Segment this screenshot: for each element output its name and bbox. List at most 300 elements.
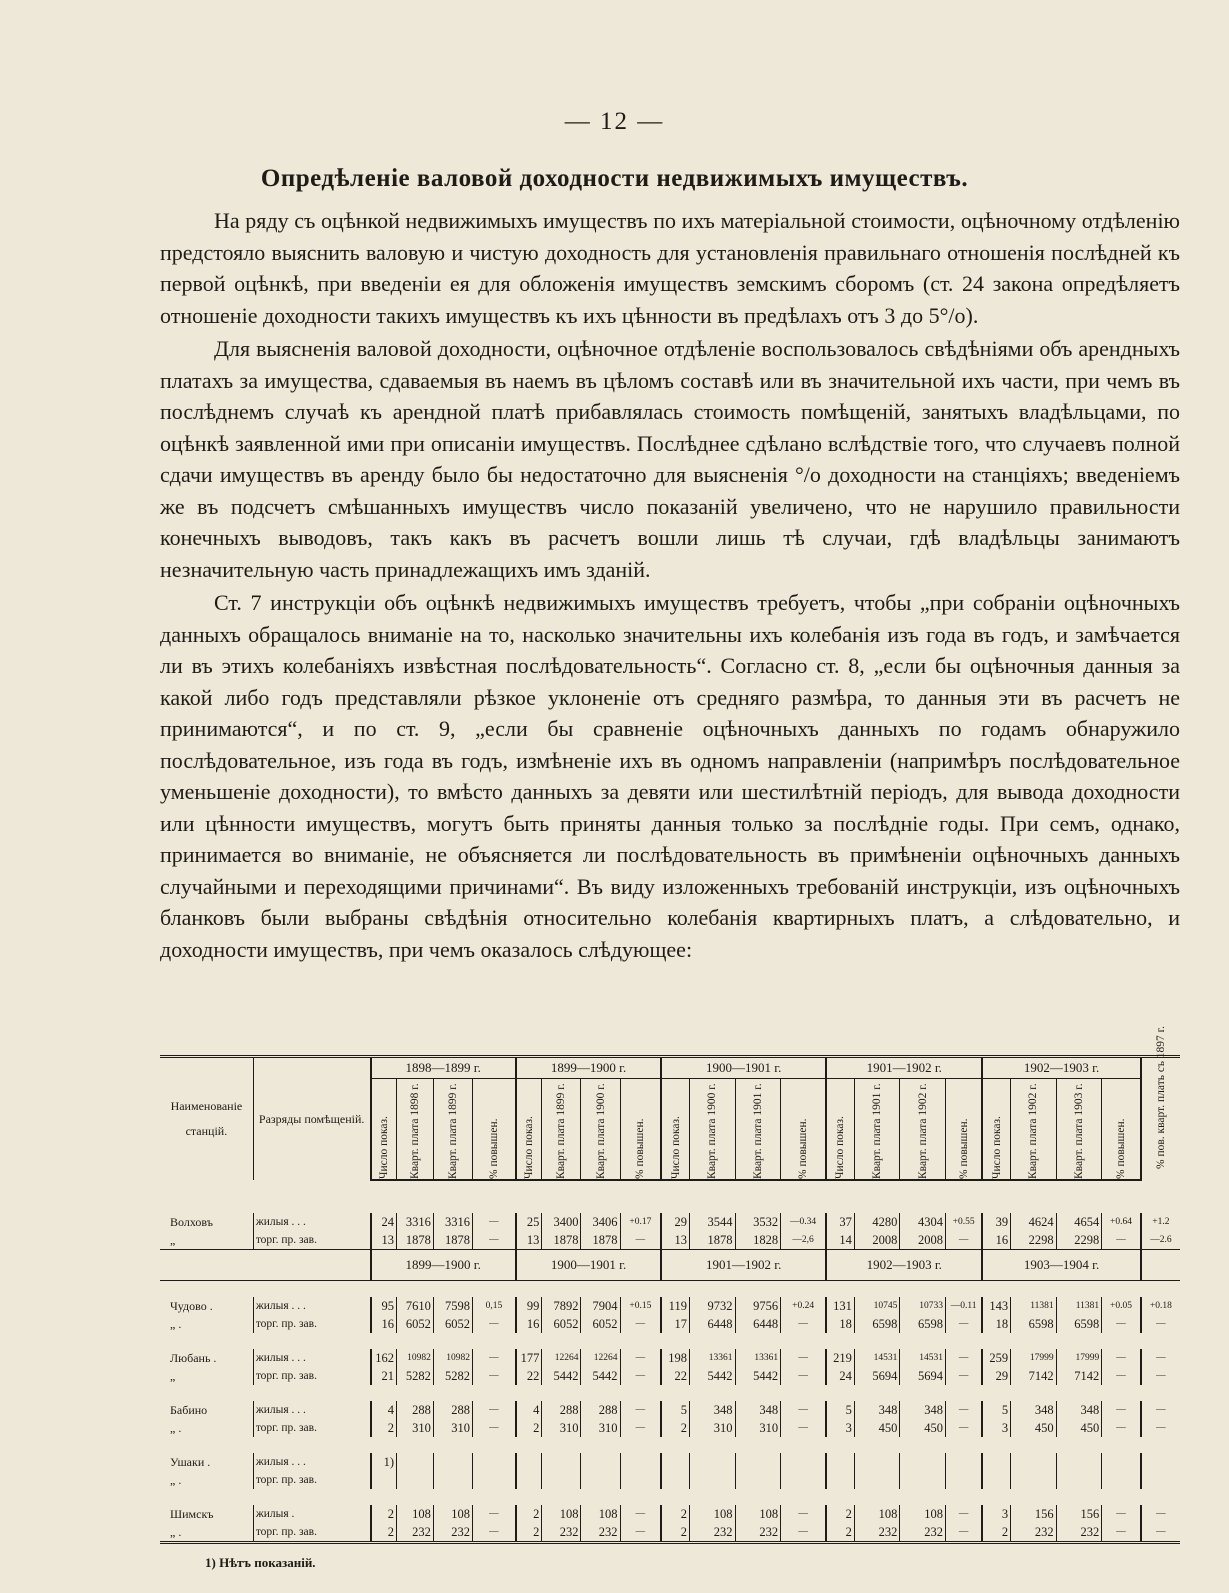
- data-cell: 99: [516, 1297, 542, 1315]
- data-cell: —: [781, 1349, 827, 1367]
- category-cell: торг. пр. зав.: [253, 1419, 370, 1437]
- data-cell: 232: [854, 1523, 900, 1543]
- data-cell: 10982: [397, 1349, 434, 1367]
- data-cell: 2: [826, 1505, 854, 1523]
- category-cell: жилыя .: [253, 1505, 370, 1523]
- data-cell: —: [945, 1523, 982, 1543]
- table-body: [160, 1180, 1180, 1543]
- data-cell: 14: [826, 1231, 854, 1250]
- data-cell: —: [472, 1419, 515, 1437]
- data-cell: [581, 1453, 620, 1471]
- data-cell: [1011, 1471, 1057, 1489]
- data-cell: 3316: [433, 1213, 472, 1231]
- total-increase-cell: —: [1141, 1401, 1180, 1419]
- data-cell: 3: [826, 1419, 854, 1437]
- data-cell: 348: [735, 1401, 781, 1419]
- data-cell: —: [945, 1401, 982, 1419]
- sub-header: % повышен.: [620, 1079, 661, 1181]
- data-cell: 29: [982, 1367, 1010, 1385]
- period-header: 1901—1902 г.: [661, 1250, 826, 1281]
- data-cell: 4654: [1056, 1213, 1102, 1231]
- data-cell: —: [781, 1315, 827, 1333]
- data-cell: 6598: [1011, 1315, 1057, 1333]
- category-cell: жилыя . . .: [253, 1401, 370, 1419]
- table-row: [160, 1505, 1180, 1523]
- period-subheader-row: [160, 1250, 1180, 1281]
- data-cell: [1011, 1453, 1057, 1471]
- data-cell: [542, 1471, 581, 1489]
- station-column-header: Наименованіе станцій.: [170, 1099, 243, 1138]
- data-cell: —: [1102, 1401, 1141, 1419]
- data-cell: [982, 1471, 1010, 1489]
- station-cell: „ .: [170, 1524, 182, 1539]
- data-cell: —: [945, 1231, 982, 1250]
- data-cell: —0.11: [945, 1297, 982, 1315]
- data-cell: —: [472, 1315, 515, 1333]
- data-cell: 10745: [854, 1297, 900, 1315]
- total-increase-cell: [1141, 1471, 1180, 1489]
- data-cell: —: [620, 1419, 661, 1437]
- data-cell: [1056, 1471, 1102, 1489]
- total-increase-cell: —: [1141, 1367, 1180, 1385]
- data-cell: 348: [900, 1401, 946, 1419]
- category-cell: торг. пр. зав.: [253, 1315, 370, 1333]
- table-row: [160, 1471, 1180, 1489]
- paragraph-1: На ряду съ оцѣнкой недвижимыхъ имуществъ по ихъ матеріальной стоимости, оцѣночному отдѣленію предстояло выяснить валовую и чистую доходность для установленія правильнаго отношенія послѣдней къ первой оцѣнкѣ, при введеніи ея для обложенія имуществъ земскимъ сборомъ (ст. 24 закона опредѣляетъ отношеніе доходности такихъ имуществъ къ ихъ цѣнности въ предѣлахъ отъ 3 до 5°/о).: [160, 208, 1180, 328]
- data-cell: 5694: [854, 1367, 900, 1385]
- data-cell: 11381: [1056, 1297, 1102, 1315]
- data-cell: —: [781, 1419, 827, 1437]
- period-header: 1900—1901 г.: [516, 1250, 661, 1281]
- data-cell: [620, 1471, 661, 1489]
- table-row: [160, 1401, 1180, 1419]
- data-cell: 2008: [854, 1231, 900, 1250]
- data-cell: [854, 1471, 900, 1489]
- data-cell: 3532: [735, 1213, 781, 1231]
- data-cell: 14531: [900, 1349, 946, 1367]
- data-cell: [900, 1453, 946, 1471]
- data-cell: 450: [1056, 1419, 1102, 1437]
- category-cell: жилыя . . .: [253, 1213, 370, 1231]
- data-cell: 310: [735, 1419, 781, 1437]
- sub-header: Кварт. плата 1899 г.: [542, 1079, 581, 1181]
- table-row: [160, 1297, 1180, 1315]
- data-cell: [1102, 1471, 1141, 1489]
- data-cell: 259: [982, 1349, 1010, 1367]
- data-cell: 10733: [900, 1297, 946, 1315]
- sub-header: Кварт. плата 1900 г.: [689, 1079, 735, 1181]
- data-cell: 119: [661, 1297, 689, 1315]
- data-cell: —: [472, 1401, 515, 1419]
- sub-header: % повышен.: [781, 1079, 827, 1181]
- data-cell: [826, 1471, 854, 1489]
- data-cell: +0.55: [945, 1213, 982, 1231]
- data-cell: [735, 1471, 781, 1489]
- rent-table: [160, 1026, 1180, 1544]
- data-cell: 6448: [689, 1315, 735, 1333]
- data-cell: 2: [982, 1523, 1010, 1543]
- data-cell: [581, 1471, 620, 1489]
- data-cell: [854, 1453, 900, 1471]
- data-cell: [735, 1453, 781, 1471]
- station-cell: „: [170, 1232, 176, 1247]
- station-cell: Чудово .: [170, 1298, 213, 1313]
- table-row: [160, 1419, 1180, 1437]
- sub-header: % повышен.: [945, 1079, 982, 1181]
- data-cell: 1): [371, 1453, 397, 1471]
- table-row: [160, 1523, 1180, 1543]
- data-cell: 177: [516, 1349, 542, 1367]
- data-cell: —: [1102, 1315, 1141, 1333]
- sub-header: Число показ.: [371, 1079, 397, 1181]
- data-cell: 310: [689, 1419, 735, 1437]
- table-row: [160, 1349, 1180, 1367]
- data-cell: 108: [397, 1505, 434, 1523]
- category-cell: торг. пр. зав.: [253, 1523, 370, 1543]
- station-cell: Любань .: [170, 1350, 217, 1365]
- data-cell: 1878: [689, 1231, 735, 1250]
- data-cell: 108: [433, 1505, 472, 1523]
- table-row: [160, 1213, 1180, 1231]
- data-cell: 131: [826, 1297, 854, 1315]
- sub-header: Число показ.: [982, 1079, 1010, 1181]
- data-cell: 2: [371, 1523, 397, 1543]
- data-cell: 232: [900, 1523, 946, 1543]
- data-cell: —: [472, 1213, 515, 1231]
- data-cell: [542, 1453, 581, 1471]
- data-cell: 7892: [542, 1297, 581, 1315]
- data-cell: —: [472, 1349, 515, 1367]
- data-cell: [433, 1453, 472, 1471]
- data-cell: 13: [371, 1231, 397, 1250]
- data-cell: 13361: [689, 1349, 735, 1367]
- total-increase-cell: —: [1141, 1523, 1180, 1543]
- data-cell: 5442: [542, 1367, 581, 1385]
- station-cell: „ .: [170, 1472, 182, 1487]
- data-cell: —: [472, 1523, 515, 1543]
- data-cell: 5282: [433, 1367, 472, 1385]
- sub-header: Кварт. плата 1898 г.: [397, 1079, 434, 1181]
- data-cell: 2298: [1056, 1231, 1102, 1250]
- data-cell: 288: [542, 1401, 581, 1419]
- data-cell: —: [1102, 1231, 1141, 1250]
- data-cell: —: [1102, 1367, 1141, 1385]
- category-cell: торг. пр. зав.: [253, 1231, 370, 1250]
- data-cell: 143: [982, 1297, 1010, 1315]
- period-header: 1902—1903 г.: [826, 1250, 982, 1281]
- data-cell: —: [1102, 1419, 1141, 1437]
- data-cell: 2008: [900, 1231, 946, 1250]
- data-cell: 232: [689, 1523, 735, 1543]
- data-cell: +0.15: [620, 1297, 661, 1315]
- data-cell: 1878: [397, 1231, 434, 1250]
- data-cell: 24: [371, 1213, 397, 1231]
- data-cell: [689, 1471, 735, 1489]
- data-cell: 6448: [735, 1315, 781, 1333]
- data-cell: 10982: [433, 1349, 472, 1367]
- data-cell: —: [472, 1231, 515, 1250]
- sub-header: Кварт. плата 1902 г.: [1011, 1079, 1057, 1181]
- data-cell: 21: [371, 1367, 397, 1385]
- data-cell: —: [472, 1505, 515, 1523]
- data-cell: 2: [516, 1505, 542, 1523]
- data-cell: 108: [900, 1505, 946, 1523]
- body-text: [160, 205, 1180, 967]
- total-increase-cell: —: [1141, 1419, 1180, 1437]
- table-row: [160, 1231, 1180, 1250]
- data-cell: 348: [689, 1401, 735, 1419]
- category-cell: жилыя . . .: [253, 1453, 370, 1471]
- data-cell: 288: [397, 1401, 434, 1419]
- data-cell: 13: [516, 1231, 542, 1250]
- total-increase-cell: +0.18: [1141, 1297, 1180, 1315]
- data-cell: 2: [661, 1505, 689, 1523]
- data-cell: 5: [826, 1401, 854, 1419]
- sub-header: % повышен.: [1102, 1079, 1141, 1181]
- data-cell: —: [945, 1349, 982, 1367]
- data-cell: —: [781, 1523, 827, 1543]
- data-cell: 232: [542, 1523, 581, 1543]
- table-row: [160, 1367, 1180, 1385]
- data-cell: 13: [661, 1231, 689, 1250]
- data-cell: 6052: [397, 1315, 434, 1333]
- data-cell: —: [620, 1349, 661, 1367]
- page-number: — 12 —: [564, 108, 665, 135]
- data-cell: 17: [661, 1315, 689, 1333]
- period-header: 1900—1901 г.: [661, 1057, 826, 1079]
- data-cell: 2: [371, 1505, 397, 1523]
- data-cell: 1828: [735, 1231, 781, 1250]
- data-cell: 310: [542, 1419, 581, 1437]
- data-cell: 450: [900, 1419, 946, 1437]
- period-header: 1898—1899 г.: [371, 1057, 516, 1079]
- data-cell: 108: [581, 1505, 620, 1523]
- data-cell: —: [781, 1367, 827, 1385]
- data-cell: —: [620, 1401, 661, 1419]
- data-cell: 18: [982, 1315, 1010, 1333]
- data-cell: [781, 1471, 827, 1489]
- data-cell: 7610: [397, 1297, 434, 1315]
- data-cell: [826, 1453, 854, 1471]
- data-cell: 4: [516, 1401, 542, 1419]
- section-heading: Опредѣленіе валовой доходности недвижимыхъ имуществъ.: [260, 165, 969, 192]
- data-cell: —: [620, 1231, 661, 1250]
- station-cell: „: [170, 1368, 176, 1383]
- data-cell: —: [945, 1505, 982, 1523]
- sub-header: Число показ.: [516, 1079, 542, 1181]
- data-cell: 2298: [1011, 1231, 1057, 1250]
- data-cell: 1878: [542, 1231, 581, 1250]
- data-cell: 7142: [1011, 1367, 1057, 1385]
- data-cell: +0.64: [1102, 1213, 1141, 1231]
- data-cell: 9756: [735, 1297, 781, 1315]
- total-increase-cell: +1.2: [1141, 1213, 1180, 1231]
- data-cell: 16: [982, 1231, 1010, 1250]
- data-cell: 6598: [854, 1315, 900, 1333]
- total-increase-cell: —: [1141, 1315, 1180, 1333]
- sub-header: Кварт. плата 1902 г.: [900, 1079, 946, 1181]
- data-cell: 9732: [689, 1297, 735, 1315]
- total-increase-cell: [1141, 1453, 1180, 1471]
- data-cell: 39: [982, 1213, 1010, 1231]
- category-column-header: Разряды помѣщеній.: [253, 1057, 370, 1181]
- data-cell: [661, 1471, 689, 1489]
- sub-header: Число показ.: [826, 1079, 854, 1181]
- data-cell: 5442: [689, 1367, 735, 1385]
- sub-header: Кварт. плата 1903 г.: [1056, 1079, 1102, 1181]
- data-cell: —: [620, 1523, 661, 1543]
- data-cell: —0.34: [781, 1213, 827, 1231]
- data-cell: 1878: [433, 1231, 472, 1250]
- data-cell: —2,6: [781, 1231, 827, 1250]
- data-cell: 12264: [542, 1349, 581, 1367]
- data-cell: —: [472, 1367, 515, 1385]
- station-cell: „ .: [170, 1316, 182, 1331]
- sub-header: Число показ.: [661, 1079, 689, 1181]
- data-cell: [1102, 1453, 1141, 1471]
- data-cell: —: [781, 1505, 827, 1523]
- total-increase-header: % пов. кварт. плать съ 1897 г.: [1141, 1057, 1180, 1181]
- table-row: [160, 1453, 1180, 1471]
- data-cell: 3: [982, 1419, 1010, 1437]
- data-cell: 450: [1011, 1419, 1057, 1437]
- data-cell: 37: [826, 1213, 854, 1231]
- data-cell: [781, 1453, 827, 1471]
- data-cell: 1878: [581, 1231, 620, 1250]
- data-cell: 22: [516, 1367, 542, 1385]
- category-cell: торг. пр. зав.: [253, 1367, 370, 1385]
- sub-header: Кварт. плата 1900 г.: [581, 1079, 620, 1181]
- data-cell: 108: [542, 1505, 581, 1523]
- station-cell: Бабино: [170, 1402, 208, 1417]
- total-increase-cell: —: [1141, 1349, 1180, 1367]
- data-cell: [516, 1471, 542, 1489]
- data-cell: [397, 1471, 434, 1489]
- data-cell: 4624: [1011, 1213, 1057, 1231]
- data-cell: 7904: [581, 1297, 620, 1315]
- sub-header: Кварт. плата 1899 г.: [433, 1079, 472, 1181]
- data-cell: 288: [433, 1401, 472, 1419]
- data-cell: —: [781, 1401, 827, 1419]
- data-cell: 5: [661, 1401, 689, 1419]
- data-cell: 310: [397, 1419, 434, 1437]
- data-cell: 232: [397, 1523, 434, 1543]
- data-cell: 5694: [900, 1367, 946, 1385]
- data-cell: 2: [516, 1419, 542, 1437]
- data-cell: 0,15: [472, 1297, 515, 1315]
- data-cell: 2: [826, 1523, 854, 1543]
- data-cell: 22: [661, 1367, 689, 1385]
- data-cell: 7142: [1056, 1367, 1102, 1385]
- data-cell: 108: [735, 1505, 781, 1523]
- data-cell: 288: [581, 1401, 620, 1419]
- data-cell: 16: [371, 1315, 397, 1333]
- data-cell: 162: [371, 1349, 397, 1367]
- data-cell: 3400: [542, 1213, 581, 1231]
- data-cell: 4280: [854, 1213, 900, 1231]
- data-cell: —: [1102, 1349, 1141, 1367]
- data-cell: 348: [1011, 1401, 1057, 1419]
- data-cell: 12264: [581, 1349, 620, 1367]
- data-cell: [900, 1471, 946, 1489]
- footnote: 1) Нѣтъ показаній.: [205, 1555, 316, 1570]
- data-cell: 6052: [581, 1315, 620, 1333]
- data-cell: 108: [689, 1505, 735, 1523]
- data-cell: 232: [735, 1523, 781, 1543]
- paragraph-3: Ст. 7 инструкціи объ оцѣнкѣ недвижимыхъ имуществъ требуетъ, чтобы „при собраніи оцѣночныхъ данныхъ обращалось вниманіе на то, насколько значительны ихъ колебанія изъ года въ годъ, и замѣчается ли въ этихъ колебаніяхъ извѣстная послѣдовательность“. Согласно ст. 8, „если бы оцѣночныя данныя за какой либо годъ представляли рѣзкое уклоненіе отъ средняго размѣра, то данныя эти въ расчетъ не принимаются“, и по ст. 9, „если бы сравненіе оцѣночныхъ данныхъ по годамъ обнаружило послѣдовательное, изъ года въ годъ, измѣненіе ихъ въ одномъ направленіи (напримѣръ послѣдовательное уменьшеніе доходности), то вмѣсто данныхъ за девяти или шестилѣтній періодъ, для вывода доходности или цѣнности имуществъ, могутъ быть приняты данныя только за послѣдніе годы. При семъ, однако, принимается во вниманіе, не объясняется ли послѣдовательность въ примѣненіи оцѣночныхъ данныхъ случайными и переходящими причинами“. Въ виду изложенныхъ требованій инструкціи, изъ оцѣночныхъ бланковъ были выбраны свѣдѣнія относительно колебанія квартирныхъ платъ, а слѣдовательно, и доходности имуществъ, при чемъ оказалось слѣдующее:: [160, 590, 1180, 962]
- data-cell: 6598: [900, 1315, 946, 1333]
- data-cell: 450: [854, 1419, 900, 1437]
- data-cell: 2: [661, 1523, 689, 1543]
- category-cell: торг. пр. зав.: [253, 1471, 370, 1489]
- data-cell: 17999: [1056, 1349, 1102, 1367]
- station-cell: Ушаки .: [170, 1454, 211, 1469]
- data-cell: 348: [1056, 1401, 1102, 1419]
- data-cell: 219: [826, 1349, 854, 1367]
- data-cell: 310: [433, 1419, 472, 1437]
- data-cell: [472, 1471, 515, 1489]
- period-header: 1903—1904 г.: [982, 1250, 1140, 1281]
- category-cell: жилыя . . .: [253, 1349, 370, 1367]
- data-cell: [397, 1453, 434, 1471]
- data-cell: —: [620, 1367, 661, 1385]
- data-cell: [433, 1471, 472, 1489]
- data-cell: 13361: [735, 1349, 781, 1367]
- data-cell: 232: [581, 1523, 620, 1543]
- data-cell: 5: [982, 1401, 1010, 1419]
- data-cell: 3406: [581, 1213, 620, 1231]
- data-cell: 3544: [689, 1213, 735, 1231]
- data-cell: 108: [854, 1505, 900, 1523]
- data-cell: 3316: [397, 1213, 434, 1231]
- data-cell: 348: [854, 1401, 900, 1419]
- data-cell: +0.05: [1102, 1297, 1141, 1315]
- category-cell: жилыя . . .: [253, 1297, 370, 1315]
- total-increase-cell: —2.6: [1141, 1231, 1180, 1250]
- data-cell: 6052: [542, 1315, 581, 1333]
- data-cell: 232: [1011, 1523, 1057, 1543]
- data-cell: 232: [433, 1523, 472, 1543]
- paragraph-2: Для выясненія валовой доходности, оцѣночное отдѣленіе воспользовалось свѣдѣніями объ арендныхъ платахъ за имущества, сдаваемыя въ наемъ въ цѣломъ составѣ или въ значительной ихъ части, при чемъ въ послѣднемъ случаѣ къ арендной платѣ прибавлялась стоимость помѣщеній, занятыхъ владѣльцами, по оцѣнкѣ заявленной ими при описаніи имуществъ. Послѣднее сдѣлано вслѣдствіе того, что случаевъ полной сдачи имуществъ въ аренду было бы недостаточно для выясненія °/о доходности на станціяхъ; введеніемъ же въ подсчетъ смѣшанныхъ имуществъ число показаній увеличено, что не нарушило правильности конечныхъ выводовъ, такъ какъ въ расчетъ вошли лишь тѣ случаи, гдѣ владѣльцы занимаютъ незначительную часть принадлежащихъ имъ зданій.: [160, 336, 1180, 582]
- data-cell: —: [620, 1505, 661, 1523]
- period-header: 1902—1903 г.: [982, 1057, 1140, 1079]
- data-cell: [472, 1453, 515, 1471]
- data-cell: [661, 1453, 689, 1471]
- data-cell: 5442: [581, 1367, 620, 1385]
- data-cell: 156: [1056, 1505, 1102, 1523]
- data-cell: +0.24: [781, 1297, 827, 1315]
- data-cell: 18: [826, 1315, 854, 1333]
- data-cell: 14531: [854, 1349, 900, 1367]
- sub-header: Кварт. плата 1901 г.: [854, 1079, 900, 1181]
- data-cell: [371, 1471, 397, 1489]
- sub-header: Кварт. плата 1901 г.: [735, 1079, 781, 1181]
- data-cell: [516, 1453, 542, 1471]
- data-cell: 29: [661, 1213, 689, 1231]
- station-cell: „ .: [170, 1420, 182, 1435]
- station-cell: Шимскъ: [170, 1506, 214, 1521]
- data-cell: +0.17: [620, 1213, 661, 1231]
- data-cell: [1056, 1453, 1102, 1471]
- data-cell: 17999: [1011, 1349, 1057, 1367]
- table-row: [160, 1315, 1180, 1333]
- data-cell: —: [945, 1367, 982, 1385]
- data-cell: [689, 1453, 735, 1471]
- data-cell: 25: [516, 1213, 542, 1231]
- data-cell: 310: [581, 1419, 620, 1437]
- total-increase-cell: —: [1141, 1505, 1180, 1523]
- data-cell: 95: [371, 1297, 397, 1315]
